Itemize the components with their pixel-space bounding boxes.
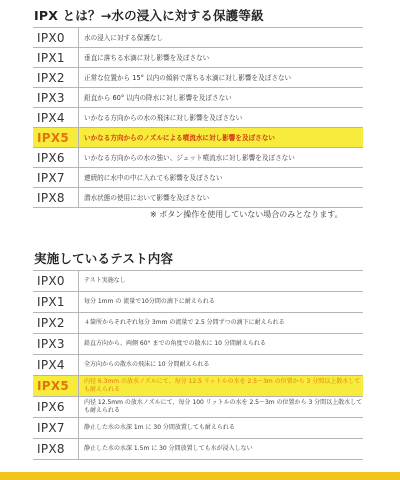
grade-code: IPX5 <box>33 128 79 148</box>
test-row-ipx4 <box>33 355 363 376</box>
grade-description: 潜水状態の使用において影響を及ぼさない <box>79 188 364 208</box>
ipx-row-ipx8 <box>33 188 363 208</box>
test-row-ipx1 <box>33 292 363 313</box>
grade-code: IPX2 <box>33 313 79 334</box>
test-row-ipx8 <box>33 439 363 460</box>
grade-code: IPX3 <box>33 88 79 108</box>
grade-code: IPX8 <box>33 439 79 460</box>
note-text: ※ ボタン操作を使用していない場合のみとなります。 <box>150 210 343 219</box>
ipx-grade-table <box>33 27 363 208</box>
ipx-row-ipx1 <box>33 48 363 68</box>
ipx-row-ipx4 <box>33 108 363 128</box>
grade-description: 内径 6.3mm の放水ノズルにて、毎分 12.5 リットルの水を 2.5～3m の位置から 3 分間以上散水しても耐えられる <box>79 376 364 397</box>
ipx-row-ipx6 <box>33 148 363 168</box>
grade-description: 垂直に落ちる水滴に対し影響を及ぼさない <box>79 48 364 68</box>
ipx-row-ipx2 <box>33 68 363 88</box>
grade-description: 水の浸入に対する保護なし <box>79 28 364 48</box>
grade-description: 静止した水の水深 1.5m に 30 分間放置しても水が浸入しない <box>79 439 364 460</box>
grade-code: IPX0 <box>33 271 79 292</box>
grade-code: IPX1 <box>33 48 79 68</box>
grade-description: 鉛直から 60° 以内の降水に対し影響を及ぼさない <box>79 88 364 108</box>
grade-code: IPX8 <box>33 188 79 208</box>
grade-code: IPX3 <box>33 334 79 355</box>
test-row-ipx6 <box>33 397 363 418</box>
grade-description: いかなる方向からの水の強い、ジェット噴流水に対し影響を及ぼさない <box>79 148 364 168</box>
grade-code: IPX6 <box>33 148 79 168</box>
section2-title: 実施しているテスト内容 <box>34 251 174 266</box>
test-row-ipx5 <box>33 376 363 397</box>
grade-code: IPX0 <box>33 28 79 48</box>
grade-description: ４箇所からそれぞれ毎分 3mm の流量で 2.5 分間ずつの滴下に耐えられる <box>79 313 364 334</box>
ipx-row-ipx5 <box>33 128 363 148</box>
grade-description: 全方向からの散水の飛沫に 10 分間耐えられる <box>79 355 364 376</box>
ipx-row-ipx7 <box>33 168 363 188</box>
grade-description: 正常な位置から 15° 以内の傾斜で落ちる水滴に対し影響を及ぼさない <box>79 68 364 88</box>
ipx-row-ipx3 <box>33 88 363 108</box>
grade-code: IPX4 <box>33 108 79 128</box>
grade-description: 内径 12.5mm の放水ノズルにて、毎分 100 リットルの水を 2.5～3m の位置から 3 分間以上散水しても耐えられる <box>79 397 364 418</box>
ipx-row-ipx0 <box>33 28 363 48</box>
grade-code: IPX4 <box>33 355 79 376</box>
grade-code: IPX7 <box>33 418 79 439</box>
grade-description: テスト実施なし <box>79 271 364 292</box>
grade-code: IPX1 <box>33 292 79 313</box>
grade-description: いかなる方向からの水の飛沫に対し影響を及ぼさない <box>79 108 364 128</box>
grade-code: IPX5 <box>33 376 79 397</box>
test-row-ipx0 <box>33 271 363 292</box>
grade-code: IPX2 <box>33 68 79 88</box>
test-row-ipx3 <box>33 334 363 355</box>
grade-description: 静止した水の水深 1m に 30 分間放置しても耐えられる <box>79 418 364 439</box>
grade-description: 鉛直方向から、両側 60° までの角度での散水に 10 分間耐えられる <box>79 334 364 355</box>
grade-description: 毎分 1mm の 流量で10分間の滴下に耐えられる <box>79 292 364 313</box>
grade-description: 連続的に水中の中に入れても影響を及ぼさない <box>79 168 364 188</box>
grade-description: いかなる方向からのノズルによる噴流水に対し影響を及ぼさない <box>79 128 364 148</box>
grade-code: IPX7 <box>33 168 79 188</box>
section1-title: IPX とは？→水の浸入に対する保護等級 <box>34 8 264 23</box>
footer-bar <box>0 472 400 480</box>
test-row-ipx7 <box>33 418 363 439</box>
test-content-table <box>33 270 363 460</box>
grade-code: IPX6 <box>33 397 79 418</box>
test-row-ipx2 <box>33 313 363 334</box>
